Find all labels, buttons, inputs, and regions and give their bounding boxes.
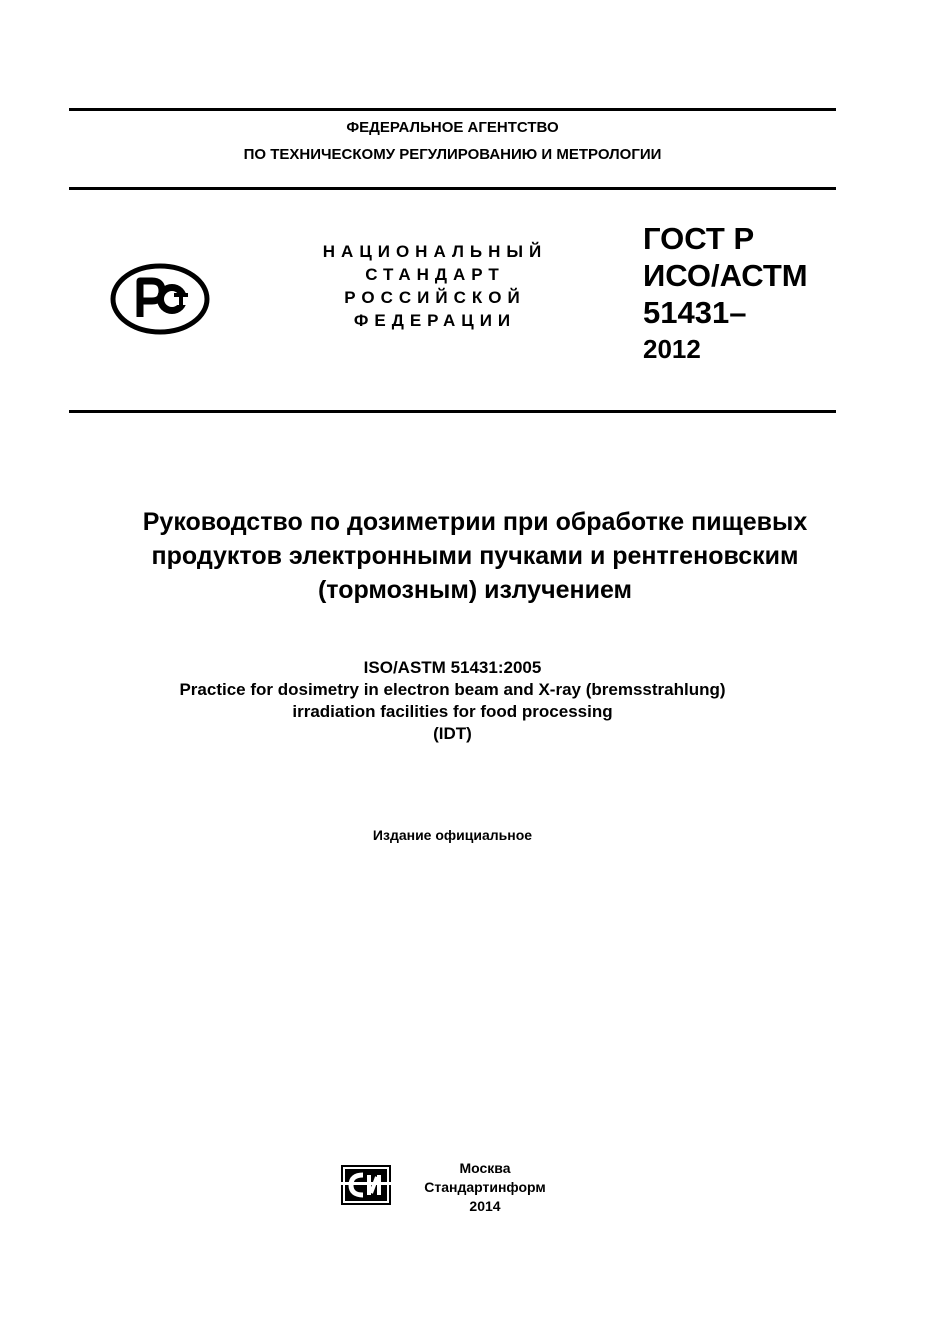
imprint-city: Москва bbox=[459, 1160, 511, 1176]
agency-header bbox=[69, 114, 836, 168]
national-line-4: ФЕДЕРАЦИИ bbox=[353, 311, 517, 330]
designation-year: 2012 bbox=[643, 334, 701, 364]
rst-emblem-icon bbox=[110, 263, 210, 335]
title-ru-line-1: Руководство по дозиметрии при обработке пищевых bbox=[142, 508, 808, 536]
designation-line-3: 51431– bbox=[643, 295, 747, 330]
header-divider-rule bbox=[69, 187, 836, 190]
title-ru-line-2: продуктов электронными пучками и рентгеновским bbox=[151, 542, 799, 570]
national-line-1: НАЦИОНАЛЬНЫЙ bbox=[322, 242, 548, 261]
title-en-line-1: ISO/ASTM 51431:2005 bbox=[363, 658, 542, 677]
title-en-line-2: Practice for dosimetry in electron beam and X-ray (bremsstrahlung) bbox=[179, 680, 726, 699]
designation-line-1: ГОСТ Р bbox=[643, 221, 755, 256]
edition-label: Издание официальное bbox=[372, 827, 533, 843]
title-block-rule bbox=[69, 410, 836, 413]
title-en-line-3: irradiation facilities for food processing bbox=[292, 702, 613, 721]
national-line-2: СТАНДАРТ bbox=[365, 265, 505, 284]
imprint bbox=[400, 1159, 570, 1216]
title-ru-line-3: (тормозным) излучением bbox=[317, 576, 633, 604]
title-en-line-4: (IDT) bbox=[433, 724, 472, 743]
document-title-en bbox=[69, 657, 836, 745]
top-rule bbox=[69, 108, 836, 111]
agency-line-2: ПО ТЕХНИЧЕСКОМУ РЕГУЛИРОВАНИЮ И МЕТРОЛОГИИ bbox=[243, 146, 662, 163]
agency-line-1: ФЕДЕРАЛЬНОЕ АГЕНТСТВО bbox=[346, 119, 559, 136]
standartinform-icon bbox=[341, 1165, 391, 1205]
designation-line-2: ИСО/АСТМ bbox=[643, 258, 808, 293]
document-title-ru bbox=[40, 505, 910, 607]
national-line-3: РОССИЙСКОЙ bbox=[344, 288, 526, 307]
imprint-publisher: Стандартинформ bbox=[424, 1179, 546, 1195]
national-standard-label bbox=[300, 240, 570, 332]
imprint-year: 2014 bbox=[469, 1198, 501, 1214]
standard-designation bbox=[643, 220, 808, 367]
